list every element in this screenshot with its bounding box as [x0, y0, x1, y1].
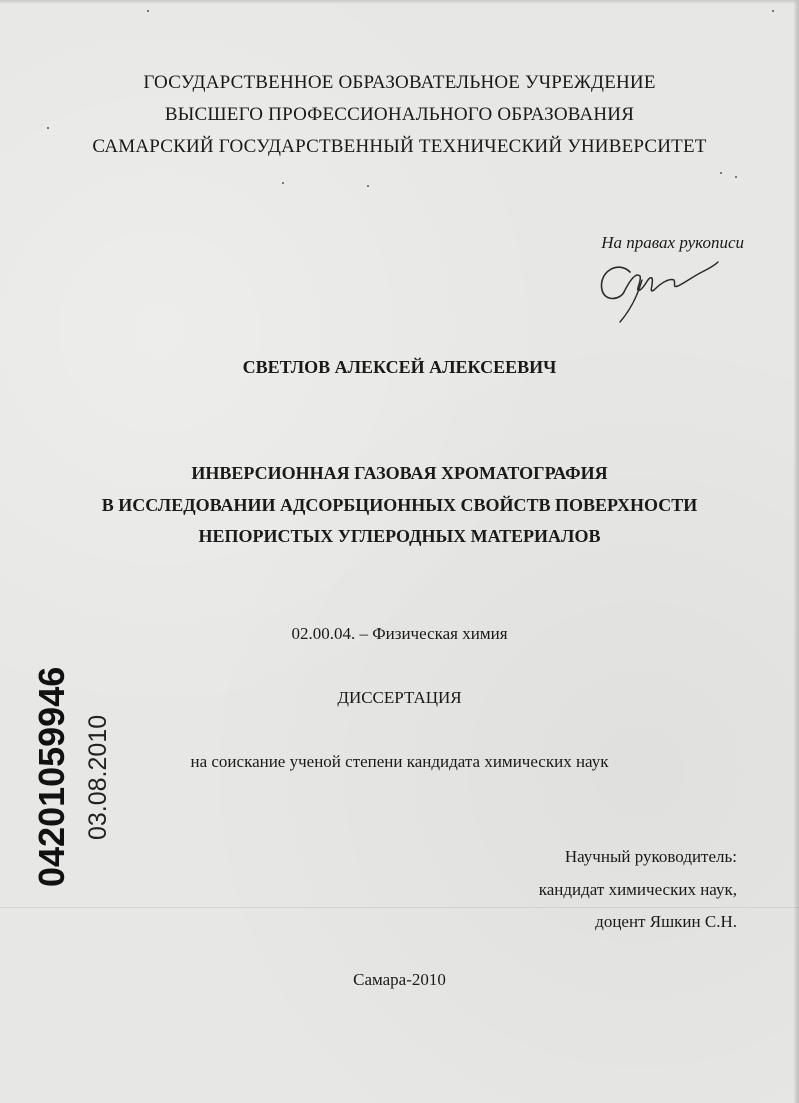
library-registration-stamp	[14, 637, 114, 887]
stamp-number: 04201059946	[31, 666, 72, 887]
stamp-date: 03.08.2010	[84, 714, 112, 840]
institution-line-2: ВЫСШЕГО ПРОФЕССИОНАЛЬНОГО ОБРАЗОВАНИЯ	[164, 104, 635, 125]
degree-purpose: на соискание ученой степени кандидата химических наук	[190, 752, 609, 771]
scan-right-edge	[793, 0, 799, 1103]
handwritten-signature	[590, 250, 720, 328]
supervisor-degree: кандидат химических наук,	[538, 880, 737, 899]
scan-speck	[282, 182, 284, 184]
scan-speck	[720, 172, 722, 174]
scan-top-edge	[0, 0, 799, 4]
scan-speck	[47, 127, 49, 129]
title-line-3: НЕПОРИСТЫХ УГЛЕРОДНЫХ МАТЕРИАЛОВ	[198, 526, 601, 546]
title-line-1: ИНВЕРСИОННАЯ ГАЗОВАЯ ХРОМАТОГРАФИЯ	[191, 463, 608, 483]
document-type: ДИССЕРТАЦИЯ	[337, 688, 462, 707]
author-name: СВЕТЛОВ АЛЕКСЕЙ АЛЕКСЕЕВИЧ	[242, 357, 557, 377]
scan-speck	[147, 10, 149, 12]
scan-speck	[772, 10, 774, 12]
scan-speck	[735, 176, 737, 178]
institution-line-3: САМАРСКИЙ ГОСУДАРСТВЕННЫЙ ТЕХНИЧЕСКИЙ УНИВЕРСИТЕТ	[92, 136, 707, 157]
specialty-code: 02.00.04. – Физическая химия	[291, 624, 508, 643]
scan-speck	[367, 185, 369, 187]
title-line-2: В ИССЛЕДОВАНИИ АДСОРБЦИОННЫХ СВОЙСТВ ПОВЕРХНОСТИ	[101, 495, 698, 515]
manuscript-rights-note: На правах рукописи	[601, 233, 744, 252]
place-year: Самара-2010	[353, 970, 446, 989]
institution-line-1: ГОСУДАРСТВЕННОЕ ОБРАЗОВАТЕЛЬНОЕ УЧРЕЖДЕНИЕ	[143, 72, 656, 93]
supervisor-label: Научный руководитель:	[564, 847, 737, 866]
scan-fold-line	[0, 907, 799, 908]
supervisor-name: доцент Яшкин С.Н.	[595, 912, 737, 931]
